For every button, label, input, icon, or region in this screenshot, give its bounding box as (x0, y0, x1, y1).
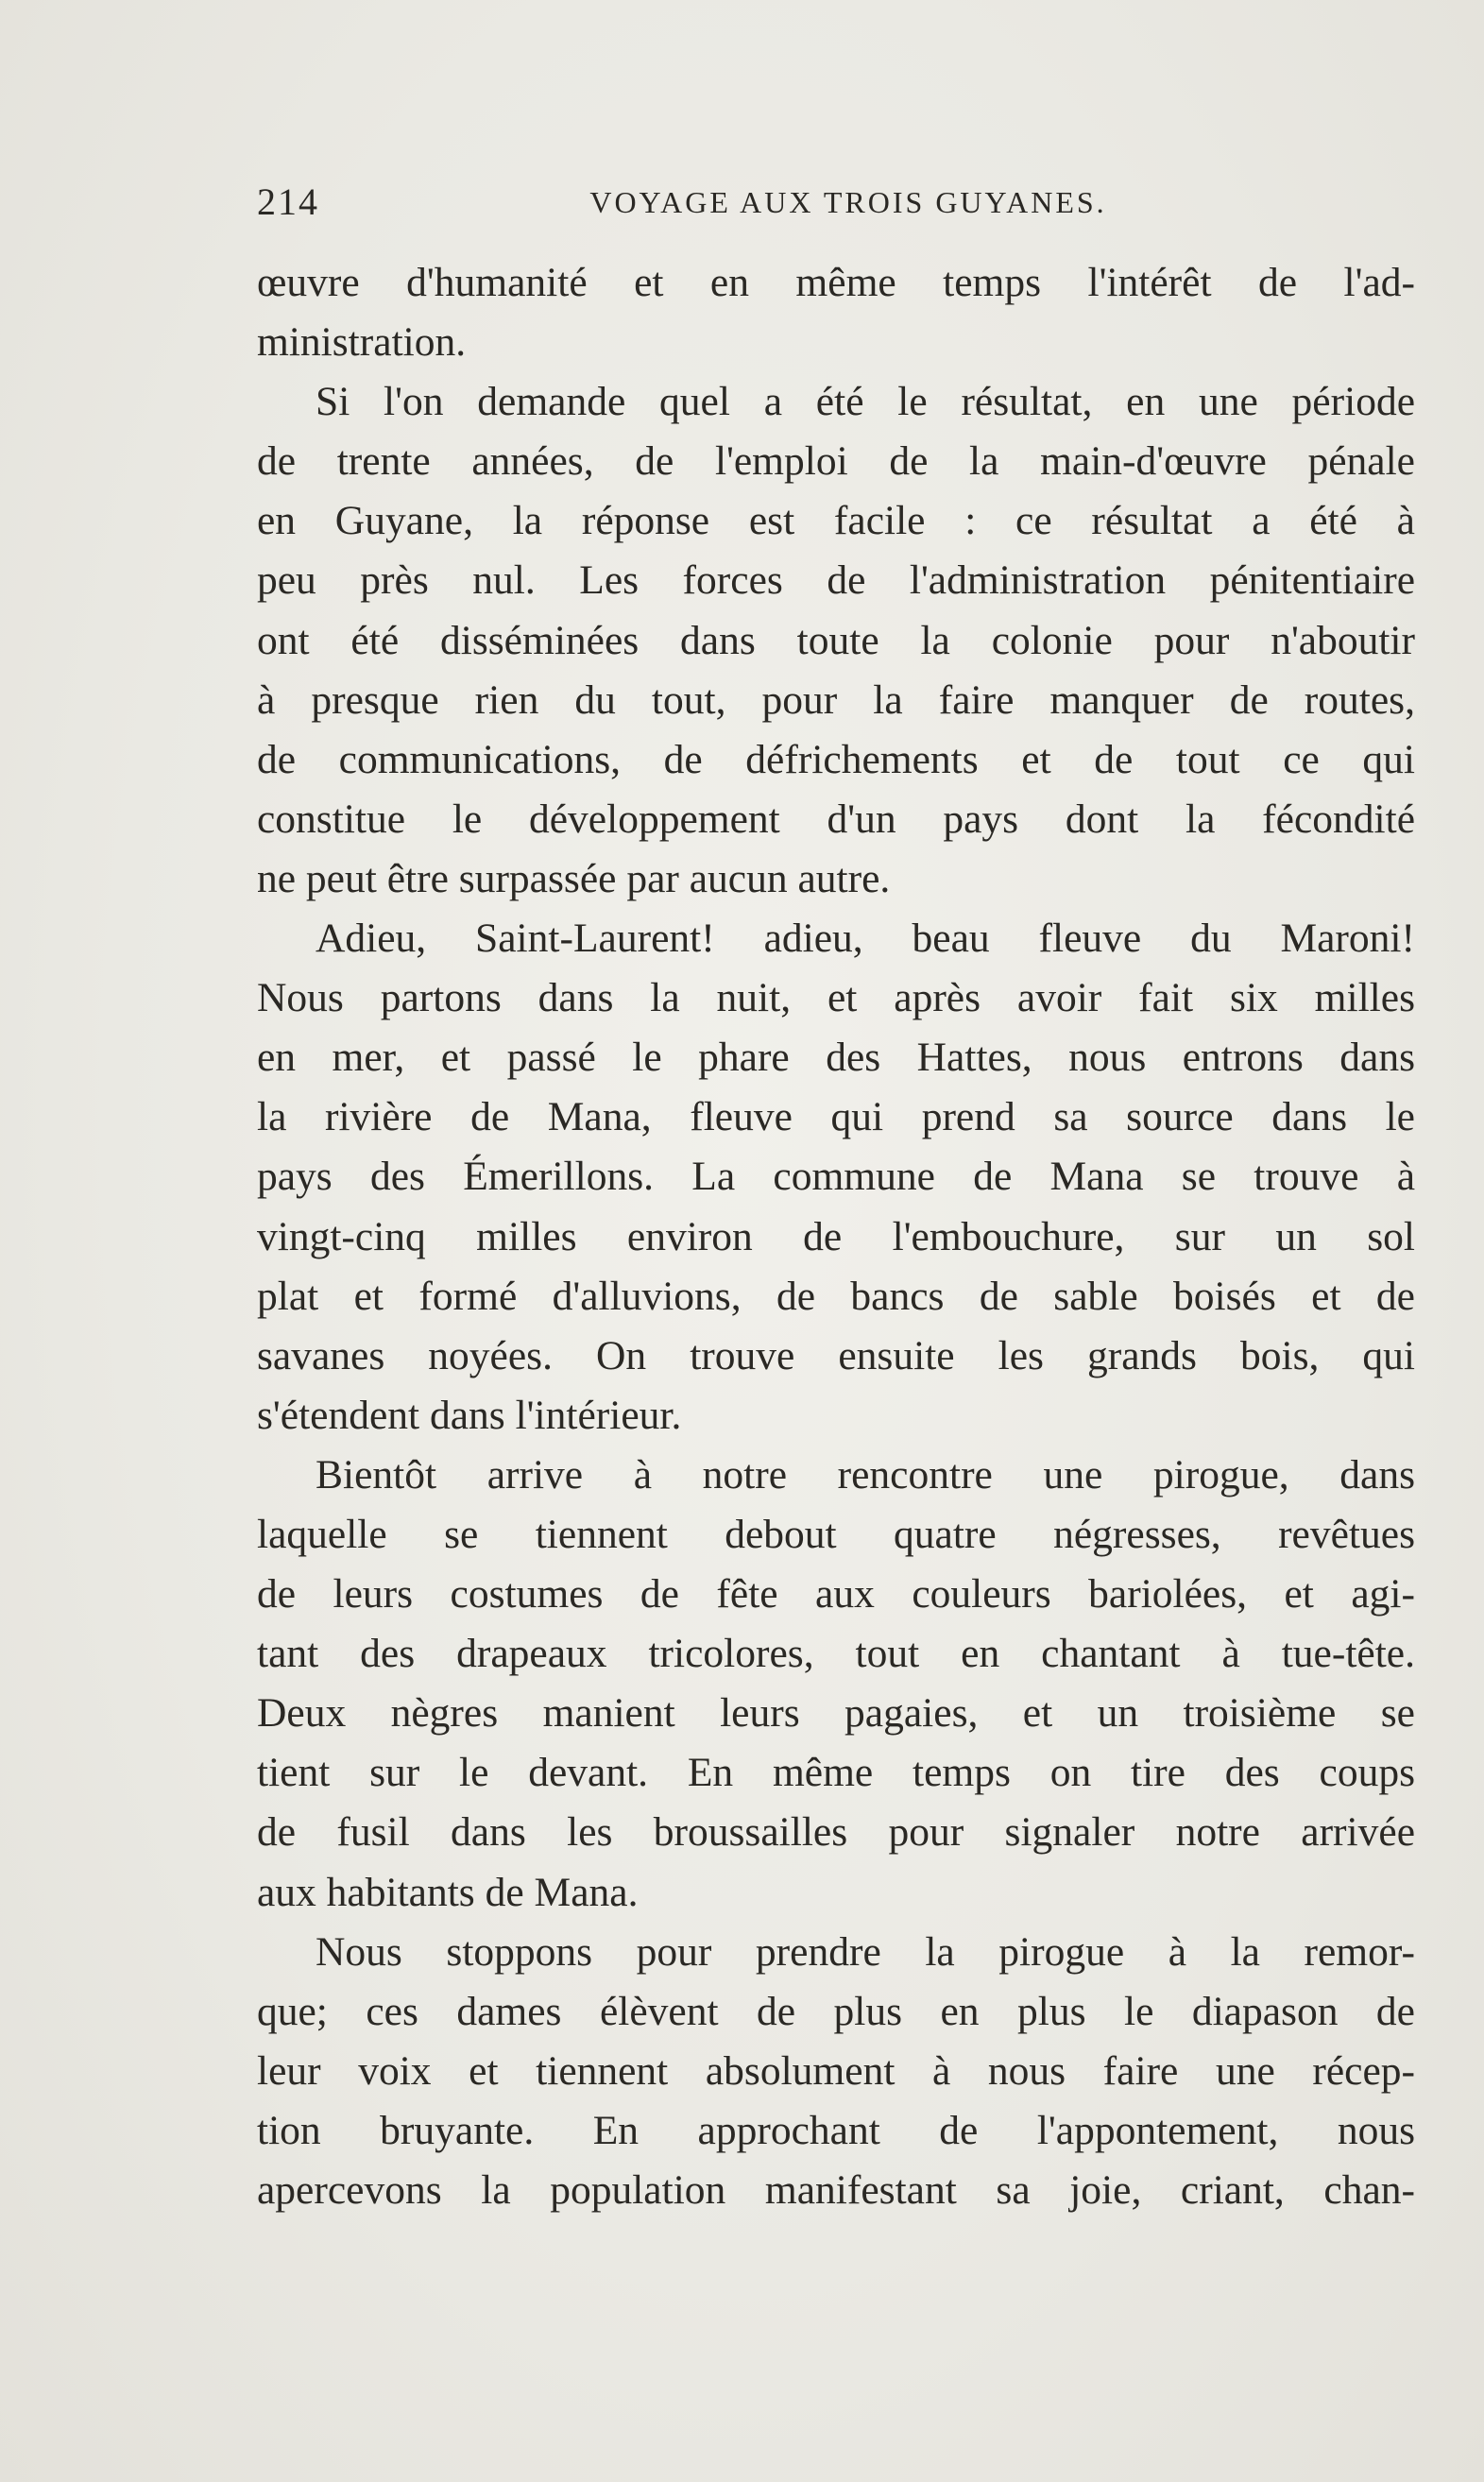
text-line: pays des Émerillons. La commune de Mana se trouve à (257, 1154, 1415, 1200)
text-line: Bientôt arrive à notre rencontre une pirogue, dans (316, 1451, 1415, 1498)
text-line: tient sur le devant. En même temps on tire des coups (257, 1750, 1415, 1796)
text-line: ministration. (257, 319, 467, 366)
body-text (257, 253, 1415, 2220)
text-line: savanes noyées. On trouve ensuite les grands bois, qui (257, 1332, 1415, 1378)
text-line: de communications, de défrichements et de tout ce qui (257, 736, 1415, 782)
text-line: Si l'on demande quel a été le résultat, en une période (316, 379, 1415, 425)
text-line: Nous stoppons pour prendre la pirogue à la remor- (316, 1928, 1415, 1975)
text-line: Adieu, Saint-Laurent! adieu, beau fleuve du Maroni! (316, 916, 1415, 962)
text-line: s'étendent dans l'intérieur. (257, 1392, 682, 1438)
text-line: Nous partons dans la nuit, et après avoir fait six milles (257, 975, 1415, 1021)
text-line: aux habitants de Mana. (257, 1869, 639, 1915)
page-number: 214 (257, 180, 319, 223)
text-line: vingt-cinq milles environ de l'embouchure, sur un sol (257, 1213, 1415, 1259)
text-line: laquelle se tiennent debout quatre négresses, revêtues (257, 1511, 1415, 1557)
text-line: la rivière de Mana, fleuve qui prend sa source dans le (257, 1094, 1415, 1140)
text-line: œuvre d'humanité et en même temps l'intérêt de l'ad- (257, 260, 1415, 305)
text-line: tion bruyante. En approchant de l'appontement, nous (257, 2107, 1415, 2153)
text-line: de fusil dans les broussailles pour signaler notre arrivée (257, 1809, 1415, 1856)
text-line: leur voix et tiennent absolument à nous faire une récep- (257, 2047, 1415, 2094)
text-line: de trente années, de l'emploi de la main-d'œuvre pénale (257, 438, 1415, 485)
text-line: de leurs costumes de fête aux couleurs bariolées, et agi- (257, 1571, 1415, 1618)
text-line: ne peut être surpassée par aucun autre. (257, 855, 891, 901)
text-line: en Guyane, la réponse est facile : ce résultat a été à (257, 498, 1415, 544)
page-header (257, 180, 1421, 227)
text-line: apercevons la population manifestant sa joie, criant, chan- (257, 2167, 1415, 2213)
text-line: constitue le développement d'un pays dont la fécondité (257, 796, 1415, 842)
text-line: ont été disséminées dans toute la colonie pour n'aboutir (257, 617, 1415, 663)
text-line: Deux nègres manient leurs pagaies, et un troisième se (257, 1690, 1415, 1737)
text-line: tant des drapeaux tricolores, tout en chantant à tue-tête. (257, 1631, 1415, 1677)
running-head: VOYAGE AUX TROIS GUYANES. (589, 185, 1107, 219)
text-line: à presque rien du tout, pour la faire manquer de routes, (257, 676, 1415, 723)
text-line: que; ces dames élèvent de plus en plus le diapason de (257, 1988, 1415, 2034)
text-line: plat et formé d'alluvions, de bancs de sable boisés et de (257, 1273, 1415, 1319)
text-line: en mer, et passé le phare des Hattes, nous entrons dans (257, 1035, 1415, 1081)
text-line: peu près nul. Les forces de l'administration pénitentiaire (257, 557, 1415, 604)
